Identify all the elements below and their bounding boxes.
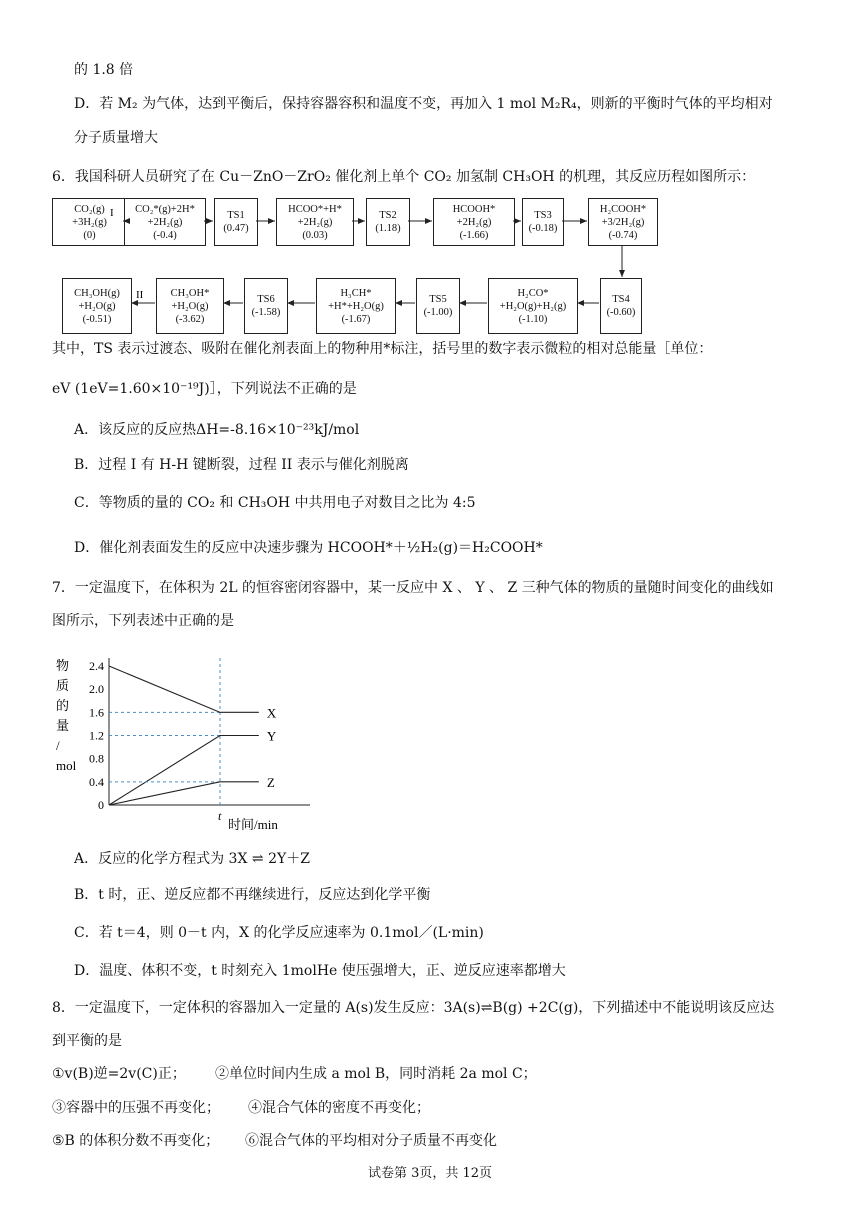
q8-item-6: ⑥混合气体的平均相对分子质量不再变化: [245, 1133, 497, 1149]
y-axis-label: 质: [56, 678, 70, 693]
q7-option-c: C．若 t＝4，则 0－t 内，X 的化学反应速率为 0.1mol／(L·min): [74, 925, 484, 941]
series-line-X: [109, 666, 259, 712]
pathway-arrows: [0, 0, 860, 340]
series-label-Y: Y: [266, 728, 277, 744]
y-axis-label: 物: [56, 658, 70, 673]
q7-option-d: D．温度、体积不变，t 时刻充入 1molHe 使压强增大，正、逆反应速率都增大: [74, 963, 566, 979]
q5-option-d-cont: 分子质量增大: [74, 130, 158, 146]
q8-item-4: ④混合气体的密度不再变化；: [248, 1100, 430, 1116]
q8-item-1: ①v(B)逆=2v(C)正；: [52, 1066, 186, 1082]
series-label-Z: Z: [266, 774, 275, 790]
pathway-step-11: H₂CO* +H₂O(g)+H₂(g) (-1.10): [488, 278, 578, 334]
y-tick-label: 0.8: [89, 751, 104, 766]
pathway-step-16: CH₃OH(g) +H₂O(g) (-0.51): [62, 278, 132, 334]
q6-note-2: eV (1eV=1.60×10⁻¹⁹J)］，下列说法不正确的是: [52, 381, 357, 397]
pathway-step-6: HCOOH* +2H₂(g) (-1.66): [433, 198, 515, 246]
q8-stem-1: 8．一定温度下，一定体积的容器加入一定量的 A(s)发生反应：3A(s)⇌B(g) +2C(g)，下列描述中不能说明该反应达: [52, 1000, 775, 1016]
pathway-step-3: TS1 (0.47): [214, 198, 258, 246]
process-I-label: I: [110, 207, 114, 219]
pathway-step-12: TS5 (-1.00): [416, 278, 460, 334]
y-tick-label: 0: [98, 798, 104, 812]
pathway-step-5: TS2 (1.18): [366, 198, 410, 246]
y-tick-label: 1.2: [89, 728, 104, 743]
q7-stem-2: 图所示，下列表述中正确的是: [52, 613, 234, 629]
q7-stem-1: 7．一定温度下，在体积为 2L 的恒容密闭容器中，某一反应中 X 、 Y 、 Z 三种气体的物质的量随时间变化的曲线如: [52, 580, 774, 596]
q6-option-d: D．催化剂表面发生的反应中决速步骤为 HCOOH*＋½H₂(g)＝H₂COOH*: [74, 540, 543, 556]
series-line-Z: [109, 782, 259, 805]
q7-option-b: B．t 时，正、逆反应都不再继续进行，反应达到化学平衡: [74, 887, 431, 903]
process-II-label: II: [136, 289, 144, 301]
y-axis-label: 量: [56, 718, 70, 733]
y-tick-label: 2.0: [89, 682, 104, 697]
pathway-step-10: TS4 (-0.60): [600, 278, 642, 334]
mole-time-chart: [50, 652, 330, 837]
q5-tail: 的 1.8 倍: [74, 62, 134, 78]
q6-option-a: A．该反应的反应热ΔH=-8.16×10⁻²³kJ/mol: [74, 422, 360, 438]
q6-option-b: B．过程 I 有 H-H 键断裂，过程 II 表示与催化剂脱离: [74, 457, 409, 473]
pathway-step-4: HCOO*+H* +2H₂(g) (0.03): [276, 198, 354, 246]
x-tick-t: t: [218, 809, 222, 823]
y-tick-label: 2.4: [89, 659, 104, 673]
q5-option-d: D．若 M₂ 为气体，达到平衡后，保持容器容积和温度不变，再加入 1 mol M₂R₄，则新的平衡时气体的平均相对: [74, 96, 773, 112]
series-label-X: X: [266, 705, 277, 721]
q8-item-5: ⑤B 的体积分数不再变化；: [52, 1133, 220, 1149]
pathway-step-15: CH₃OH* +H₂O(g) (-3.62): [156, 278, 224, 334]
q6-note-1: 其中，TS 表示过渡态、吸附在催化剂表面上的物种用*标注，括号里的数字表示微粒的相对总能量［单位：: [52, 341, 713, 357]
pathway-step-8: H₂COOH* +3/2H₂(g) (-0.74): [588, 198, 658, 246]
y-tick-label: 1.6: [89, 705, 104, 720]
q8-stem-2: 到平衡的是: [52, 1033, 122, 1049]
y-tick-label: 0.4: [89, 774, 104, 789]
page-footer: 试卷第 3页，共 12页: [367, 1166, 493, 1181]
y-axis-label: 的: [56, 698, 70, 713]
y-axis-label: mol: [56, 758, 77, 773]
pathway-step-14: TS6 (-1.58): [244, 278, 288, 334]
pathway-step-2: CO₂*(g)+2H* +2H₂(g) (-0.4): [124, 198, 206, 246]
q7-option-a: A．反应的化学方程式为 3X ⇌ 2Y＋Z: [74, 851, 310, 867]
q6-stem: 6．我国科研人员研究了在 Cu－ZnO－ZrO₂ 催化剂上单个 CO₂ 加氢制 CH₃OH 的机理，其反应历程如图所示：: [52, 169, 756, 185]
series-line-Y: [109, 736, 259, 806]
x-axis-label: 时间/min: [228, 817, 278, 832]
q8-item-3: ③容器中的压强不再变化；: [52, 1100, 220, 1116]
q6-option-c: C．等物质的量的 CO₂ 和 CH₃OH 中共用电子对数目之比为 4:5: [74, 495, 476, 511]
y-axis-label: /: [56, 738, 60, 753]
q8-item-2: ②单位时间内生成 a mol B，同时消耗 2a mol C；: [215, 1066, 537, 1082]
pathway-step-1: CO₂(g) +3H₂(g) (0): [52, 198, 127, 246]
pathway-step-7: TS3 (-0.18): [522, 198, 564, 246]
pathway-step-13: H₃CH* +H*+H₂O(g) (-1.67): [316, 278, 396, 334]
